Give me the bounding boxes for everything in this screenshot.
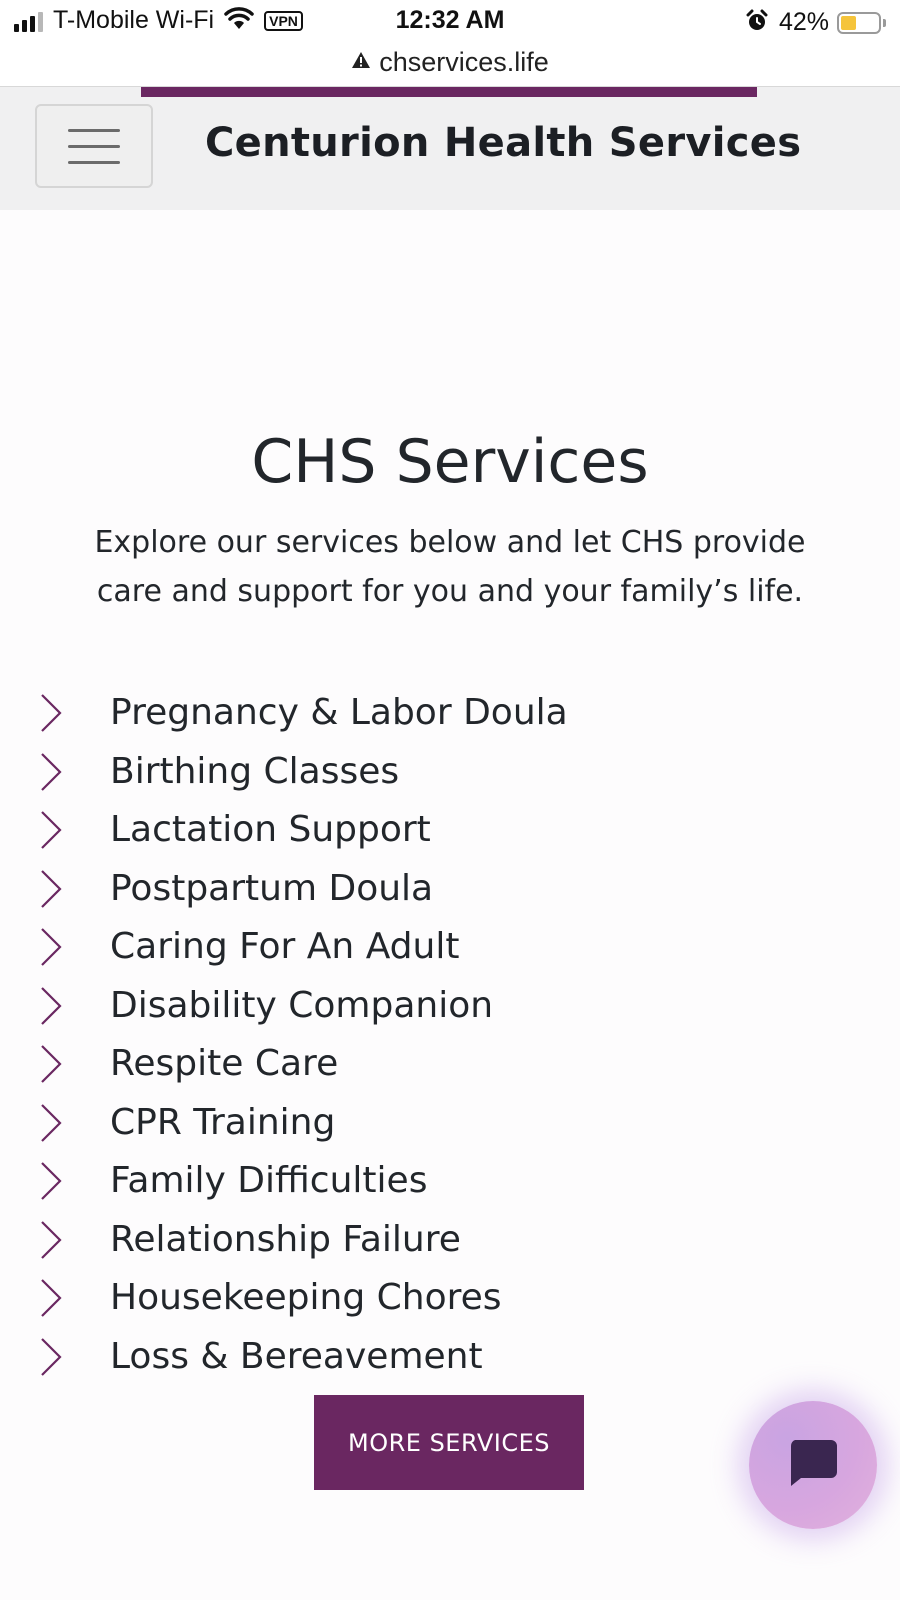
alarm-icon — [745, 9, 769, 37]
chevron-right-icon — [38, 1337, 64, 1381]
service-label[interactable]: Pregnancy & Labor Doula — [110, 692, 568, 733]
status-right — [745, 8, 886, 37]
header-accent-bar — [141, 87, 757, 97]
intro-text: Explore our services below and let CHS provide care and support for you and your family’s life. — [94, 525, 806, 609]
service-item[interactable] — [0, 860, 900, 919]
page-title: CHS Services — [251, 427, 649, 497]
service-item[interactable] — [0, 1328, 900, 1387]
chevron-right-icon — [38, 1103, 64, 1147]
carrier-name: T-Mobile Wi-Fi — [53, 6, 215, 34]
chevron-right-icon — [38, 986, 64, 1030]
vpn-badge: VPN — [264, 11, 303, 31]
url-bar[interactable] — [0, 38, 900, 87]
battery-level — [841, 16, 856, 30]
warning-icon — [351, 51, 371, 73]
service-label[interactable]: Lactation Support — [110, 809, 431, 850]
service-item[interactable] — [0, 801, 900, 860]
chat-button[interactable] — [749, 1401, 877, 1529]
chevron-right-icon — [38, 1220, 64, 1264]
service-label[interactable]: Respite Care — [110, 1043, 339, 1084]
chat-bubble-icon — [787, 1438, 839, 1492]
menu-toggle-button[interactable] — [35, 104, 153, 188]
chevron-right-icon — [38, 927, 64, 971]
service-item[interactable] — [0, 1152, 900, 1211]
service-label[interactable]: Loss & Bereavement — [110, 1335, 483, 1377]
chevron-right-icon — [38, 1044, 64, 1088]
battery-cap — [883, 19, 886, 27]
chevron-right-icon — [38, 1161, 64, 1205]
battery-icon — [837, 12, 881, 34]
hamburger-icon-line — [68, 161, 120, 164]
service-item[interactable] — [0, 918, 900, 977]
hamburger-icon-line — [68, 129, 120, 132]
service-item[interactable] — [0, 684, 900, 743]
service-item[interactable] — [0, 1211, 900, 1270]
chevron-right-icon — [38, 810, 64, 854]
url-text[interactable]: chservices.life — [379, 46, 549, 77]
service-item[interactable] — [0, 1035, 900, 1094]
service-label[interactable]: Family Difficulties — [110, 1160, 428, 1201]
service-label[interactable]: CPR Training — [110, 1101, 336, 1143]
battery-percent: 42% — [778, 8, 829, 36]
service-label[interactable]: Disability Companion — [110, 984, 494, 1026]
chevron-right-icon — [38, 752, 64, 796]
service-label[interactable]: Housekeeping Chores — [110, 1277, 502, 1318]
service-item[interactable] — [0, 743, 900, 802]
service-label[interactable]: Postpartum Doula — [110, 867, 434, 909]
chevron-right-icon — [38, 693, 64, 737]
service-label[interactable]: Birthing Classes — [110, 750, 400, 792]
service-item[interactable] — [0, 977, 900, 1036]
service-label[interactable]: Caring For An Adult — [110, 926, 460, 967]
status-time: 12:32 AM — [395, 6, 505, 34]
services-list — [0, 684, 900, 1386]
chevron-right-icon — [38, 1278, 64, 1322]
site-brand[interactable]: Centurion Health Services — [205, 120, 802, 166]
chevron-right-icon — [38, 869, 64, 913]
hamburger-icon-line — [68, 145, 120, 148]
service-label[interactable]: Relationship Failure — [110, 1218, 461, 1260]
more-services-button[interactable]: MORE SERVICES — [314, 1395, 584, 1490]
service-item[interactable] — [0, 1269, 900, 1328]
service-item[interactable] — [0, 1094, 900, 1153]
